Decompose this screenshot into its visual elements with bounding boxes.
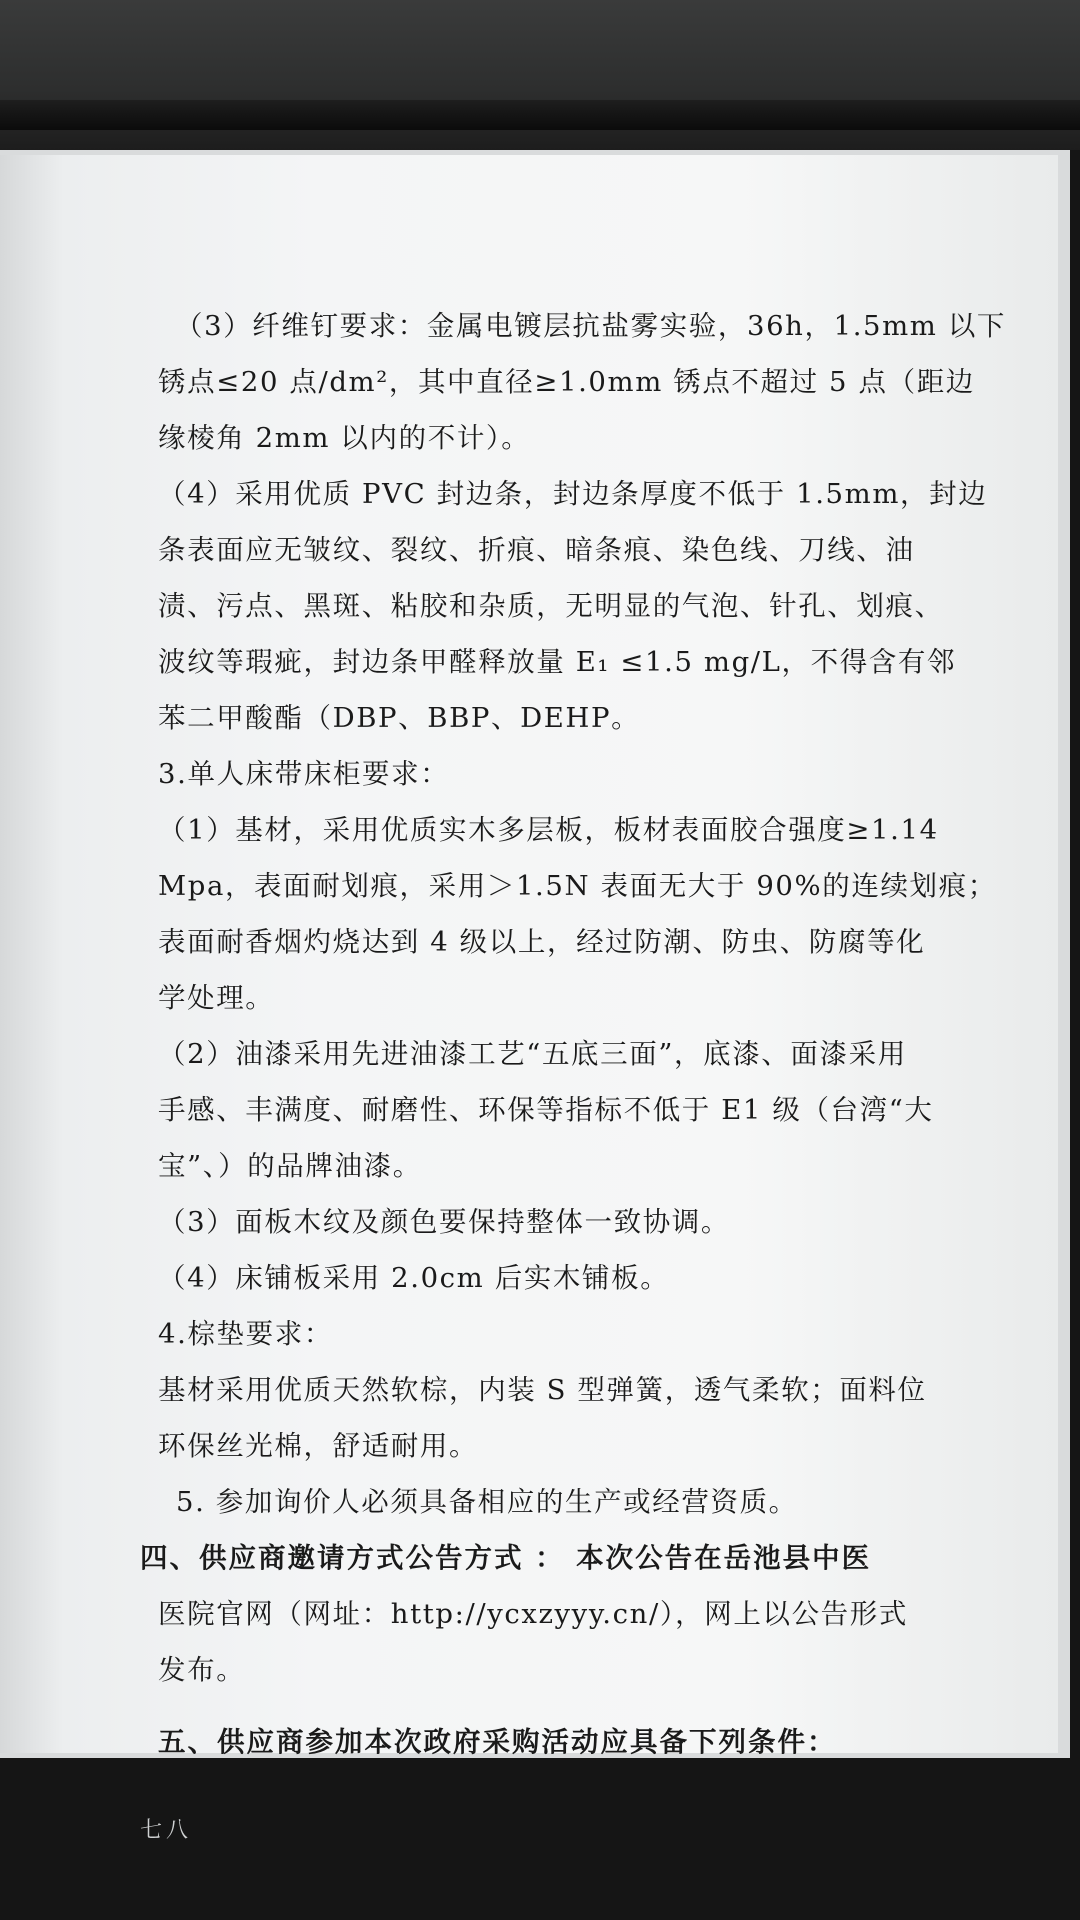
text-line-12: 表面耐香烟灼烧达到 4 级以上，经过防潮、防虫、防腐等化 [158,926,926,958]
text-line-22: 5. 参加询价人必须具备相应的生产或经营资质。 [176,1486,798,1518]
text-line-1: （3）纤维钉要求：金属电镀层抗盐雾实验，36h，1.5mm 以下 [175,310,1007,342]
text-line-25: 发布。 [158,1654,246,1686]
text-line-website: 医院官网（网址：http://ycxzyyy.cn/），网上以公告形式 [158,1598,908,1630]
text-line-14: （2）油漆采用先进油漆工艺“五底三面”，底漆、面漆采用 [158,1038,907,1070]
text-line-21: 环保丝光棉，舒适耐用。 [158,1430,479,1462]
text-line-18: （4）床铺板采用 2.0cm 后实木铺板。 [158,1262,670,1294]
text-line-4: （4）采用优质 PVC 封边条，封边条厚度不低于 1.5mm，封边 [158,478,988,510]
section-heading-single-bed: 3.单人床带床柜要求： [158,758,450,790]
bleed-through-marks: 七八 [140,1818,193,1843]
text-line-16: 宝”、）的品牌油漆。 [158,1150,422,1182]
text-line-17: （3）面板木纹及颜色要保持整体一致协调。 [158,1206,730,1238]
section-heading-supplier-conditions: 五、供应商参加本次政府采购活动应具备下列条件： [158,1726,837,1758]
text-line-15: 手感、丰满度、耐磨性、环保等指标不低于 E1 级（台湾“大 [158,1094,934,1126]
section-heading-palm-mattress: 4.棕垫要求： [158,1318,333,1350]
section-heading-supplier-invitation: 四、供应商邀请方式公告方式 ： 本次公告在岳池县中医 [140,1542,872,1574]
text-line-7: 波纹等瑕疵，封边条甲醛释放量 E₁ ≤1.5 mg/L，不得含有邻 [158,646,957,678]
text-line-6: 渍、污点、黑斑、粘胶和杂质，无明显的气泡、针孔、划痕、 [158,590,944,622]
text-line-2: 锈点≤20 点/dm²，其中直径≥1.0mm 锈点不超过 5 点（距边 [158,366,975,398]
desk-edge [0,100,1080,130]
text-line-10: （1）基材，采用优质实木多层板，板材表面胶合强度≥1.14 [158,814,939,846]
text-line-20: 基材采用优质天然软棕，内装 S 型弹簧，透气柔软；面料位 [158,1374,927,1406]
text-line-13: 学处理。 [158,982,275,1014]
document-page [0,155,1058,1843]
text-line-3: 缘棱角 2mm 以内的不计）。 [158,422,531,454]
text-line-5: 条表面应无皱纹、裂纹、折痕、暗条痕、染色线、刀线、油 [158,534,915,566]
text-line-11: Mpa，表面耐划痕，采用＞1.5N 表面无大于 90%的连续划痕； [158,870,997,902]
text-line-8: 苯二甲酸酯（DBP、BBP、DEHP。 [158,702,641,734]
